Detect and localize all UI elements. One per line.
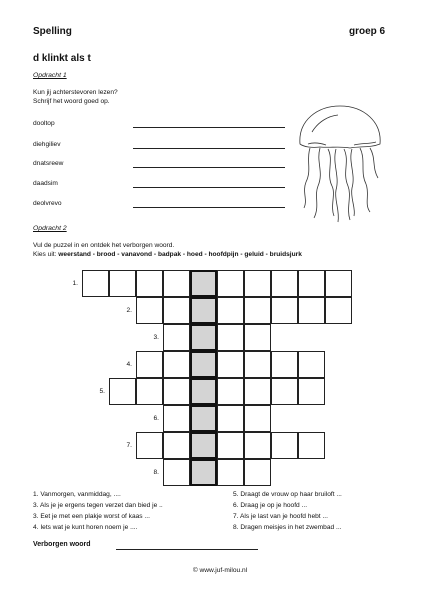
crossword-cell[interactable]	[271, 432, 298, 459]
exercise1-label: Opdracht 1	[33, 72, 67, 79]
crossword-cell[interactable]	[298, 270, 325, 297]
crossword-cell[interactable]	[271, 378, 298, 405]
crossword-cell[interactable]	[163, 324, 190, 351]
reverse-word-5: deolvrevo	[33, 200, 62, 207]
crossword-cell[interactable]	[217, 432, 244, 459]
crossword-hidden-cell[interactable]	[190, 405, 217, 432]
crossword-cell[interactable]	[244, 459, 271, 486]
crossword-cell[interactable]	[325, 297, 352, 324]
answer-line-1[interactable]	[133, 127, 285, 128]
page-title: d klinkt als t	[33, 53, 91, 64]
reverse-word-3: dnatsreew	[33, 160, 64, 167]
answer-line-3[interactable]	[133, 167, 285, 168]
crossword-cell[interactable]	[217, 270, 244, 297]
crossword-cell[interactable]	[298, 432, 325, 459]
subject-label: Spelling	[33, 26, 72, 37]
clue-left-3: 3. Eet je met een plakje worst of kaas ...	[33, 513, 150, 520]
crossword-hidden-cell[interactable]	[190, 270, 217, 297]
clue-right-4: 8. Dragen meisjes in het zwembad ...	[233, 524, 342, 531]
crossword-row-number: 1.	[72, 280, 78, 287]
answer-line-2[interactable]	[133, 148, 285, 149]
clue-right-1: 5. Draagt de vrouw op haar bruiloft ...	[233, 491, 342, 498]
exercise1-intro-2: Schrijf het woord goed op.	[33, 98, 110, 105]
crossword-cell[interactable]	[109, 270, 136, 297]
crossword-cell[interactable]	[217, 324, 244, 351]
reverse-word-4: daadsim	[33, 180, 58, 187]
crossword-cell[interactable]	[136, 270, 163, 297]
crossword-cell[interactable]	[163, 270, 190, 297]
crossword-cell[interactable]	[136, 297, 163, 324]
crossword-hidden-cell[interactable]	[190, 324, 217, 351]
crossword-cell[interactable]	[271, 351, 298, 378]
reverse-word-1: dooltop	[33, 120, 55, 127]
clue-right-2: 6. Draag je op je hoofd ...	[233, 502, 308, 509]
crossword-cell[interactable]	[136, 378, 163, 405]
clue-right-3: 7. Als je last van je hoofd hebt ...	[233, 513, 328, 520]
crossword-cell[interactable]	[244, 378, 271, 405]
crossword-row-number: 7.	[126, 442, 132, 449]
crossword-hidden-cell[interactable]	[190, 459, 217, 486]
crossword-cell[interactable]	[136, 432, 163, 459]
crossword-cell[interactable]	[217, 351, 244, 378]
crossword-row-number: 4.	[126, 361, 132, 368]
exercise2-intro: Vul de puzzel in en ontdek het verborgen woord.	[33, 242, 175, 249]
crossword-cell[interactable]	[244, 405, 271, 432]
hidden-word-label: Verborgen woord	[33, 541, 91, 548]
exercise2-label: Opdracht 2	[33, 225, 67, 232]
crossword-cell[interactable]	[298, 297, 325, 324]
crossword-cell[interactable]	[244, 270, 271, 297]
clue-left-4: 4. Iets wat je kunt horen noem je ....	[33, 524, 138, 531]
crossword-cell[interactable]	[298, 378, 325, 405]
hidden-word-line[interactable]	[116, 549, 258, 550]
crossword-cell[interactable]	[163, 297, 190, 324]
crossword-cell[interactable]	[163, 351, 190, 378]
exercise1-intro-1: Kun jij achterstevoren lezen?	[33, 89, 118, 96]
crossword-row-number: 8.	[153, 469, 159, 476]
crossword-cell[interactable]	[244, 324, 271, 351]
crossword-cell[interactable]	[271, 270, 298, 297]
crossword-cell[interactable]	[217, 297, 244, 324]
crossword-cell[interactable]	[109, 378, 136, 405]
crossword-hidden-cell[interactable]	[190, 351, 217, 378]
crossword-row-number: 6.	[153, 415, 159, 422]
crossword-cell[interactable]	[298, 351, 325, 378]
clue-left-1: 1. Vanmorgen, vanmiddag, ....	[33, 491, 121, 498]
choices-prefix: Kies uit:	[33, 251, 59, 258]
crossword-cell[interactable]	[217, 405, 244, 432]
crossword-cell[interactable]	[244, 297, 271, 324]
crossword-hidden-cell[interactable]	[190, 297, 217, 324]
crossword-hidden-cell[interactable]	[190, 378, 217, 405]
crossword-cell[interactable]	[82, 270, 109, 297]
crossword-cell[interactable]	[163, 405, 190, 432]
group-label: groep 6	[349, 26, 386, 37]
crossword-row-number: 2.	[126, 307, 132, 314]
choices-list: weerstand - brood - vanavond - badpak - hoed - hoofdpijn - geluid - bruidsjurk	[58, 251, 302, 258]
crossword-row-number: 3.	[153, 334, 159, 341]
crossword-cell[interactable]	[325, 270, 352, 297]
crossword-cell[interactable]	[217, 378, 244, 405]
crossword-cell[interactable]	[244, 432, 271, 459]
crossword-row-number: 5.	[99, 388, 105, 395]
answer-line-5[interactable]	[133, 207, 285, 208]
crossword-cell[interactable]	[244, 351, 271, 378]
jellyfish-illustration	[290, 102, 390, 226]
crossword-cell[interactable]	[163, 432, 190, 459]
clue-left-2: 3. Als je je ergens tegen verzet dan bied je ..	[33, 502, 163, 509]
crossword-cell[interactable]	[163, 378, 190, 405]
crossword-cell[interactable]	[136, 351, 163, 378]
exercise2-choices	[33, 250, 302, 259]
crossword-hidden-cell[interactable]	[190, 432, 217, 459]
crossword-cell[interactable]	[163, 459, 190, 486]
crossword-cell[interactable]	[217, 459, 244, 486]
reverse-word-2: diehgiliev	[33, 141, 61, 148]
footer-credit: © www.juf-milou.nl	[192, 567, 248, 574]
crossword-cell[interactable]	[271, 297, 298, 324]
answer-line-4[interactable]	[133, 187, 285, 188]
